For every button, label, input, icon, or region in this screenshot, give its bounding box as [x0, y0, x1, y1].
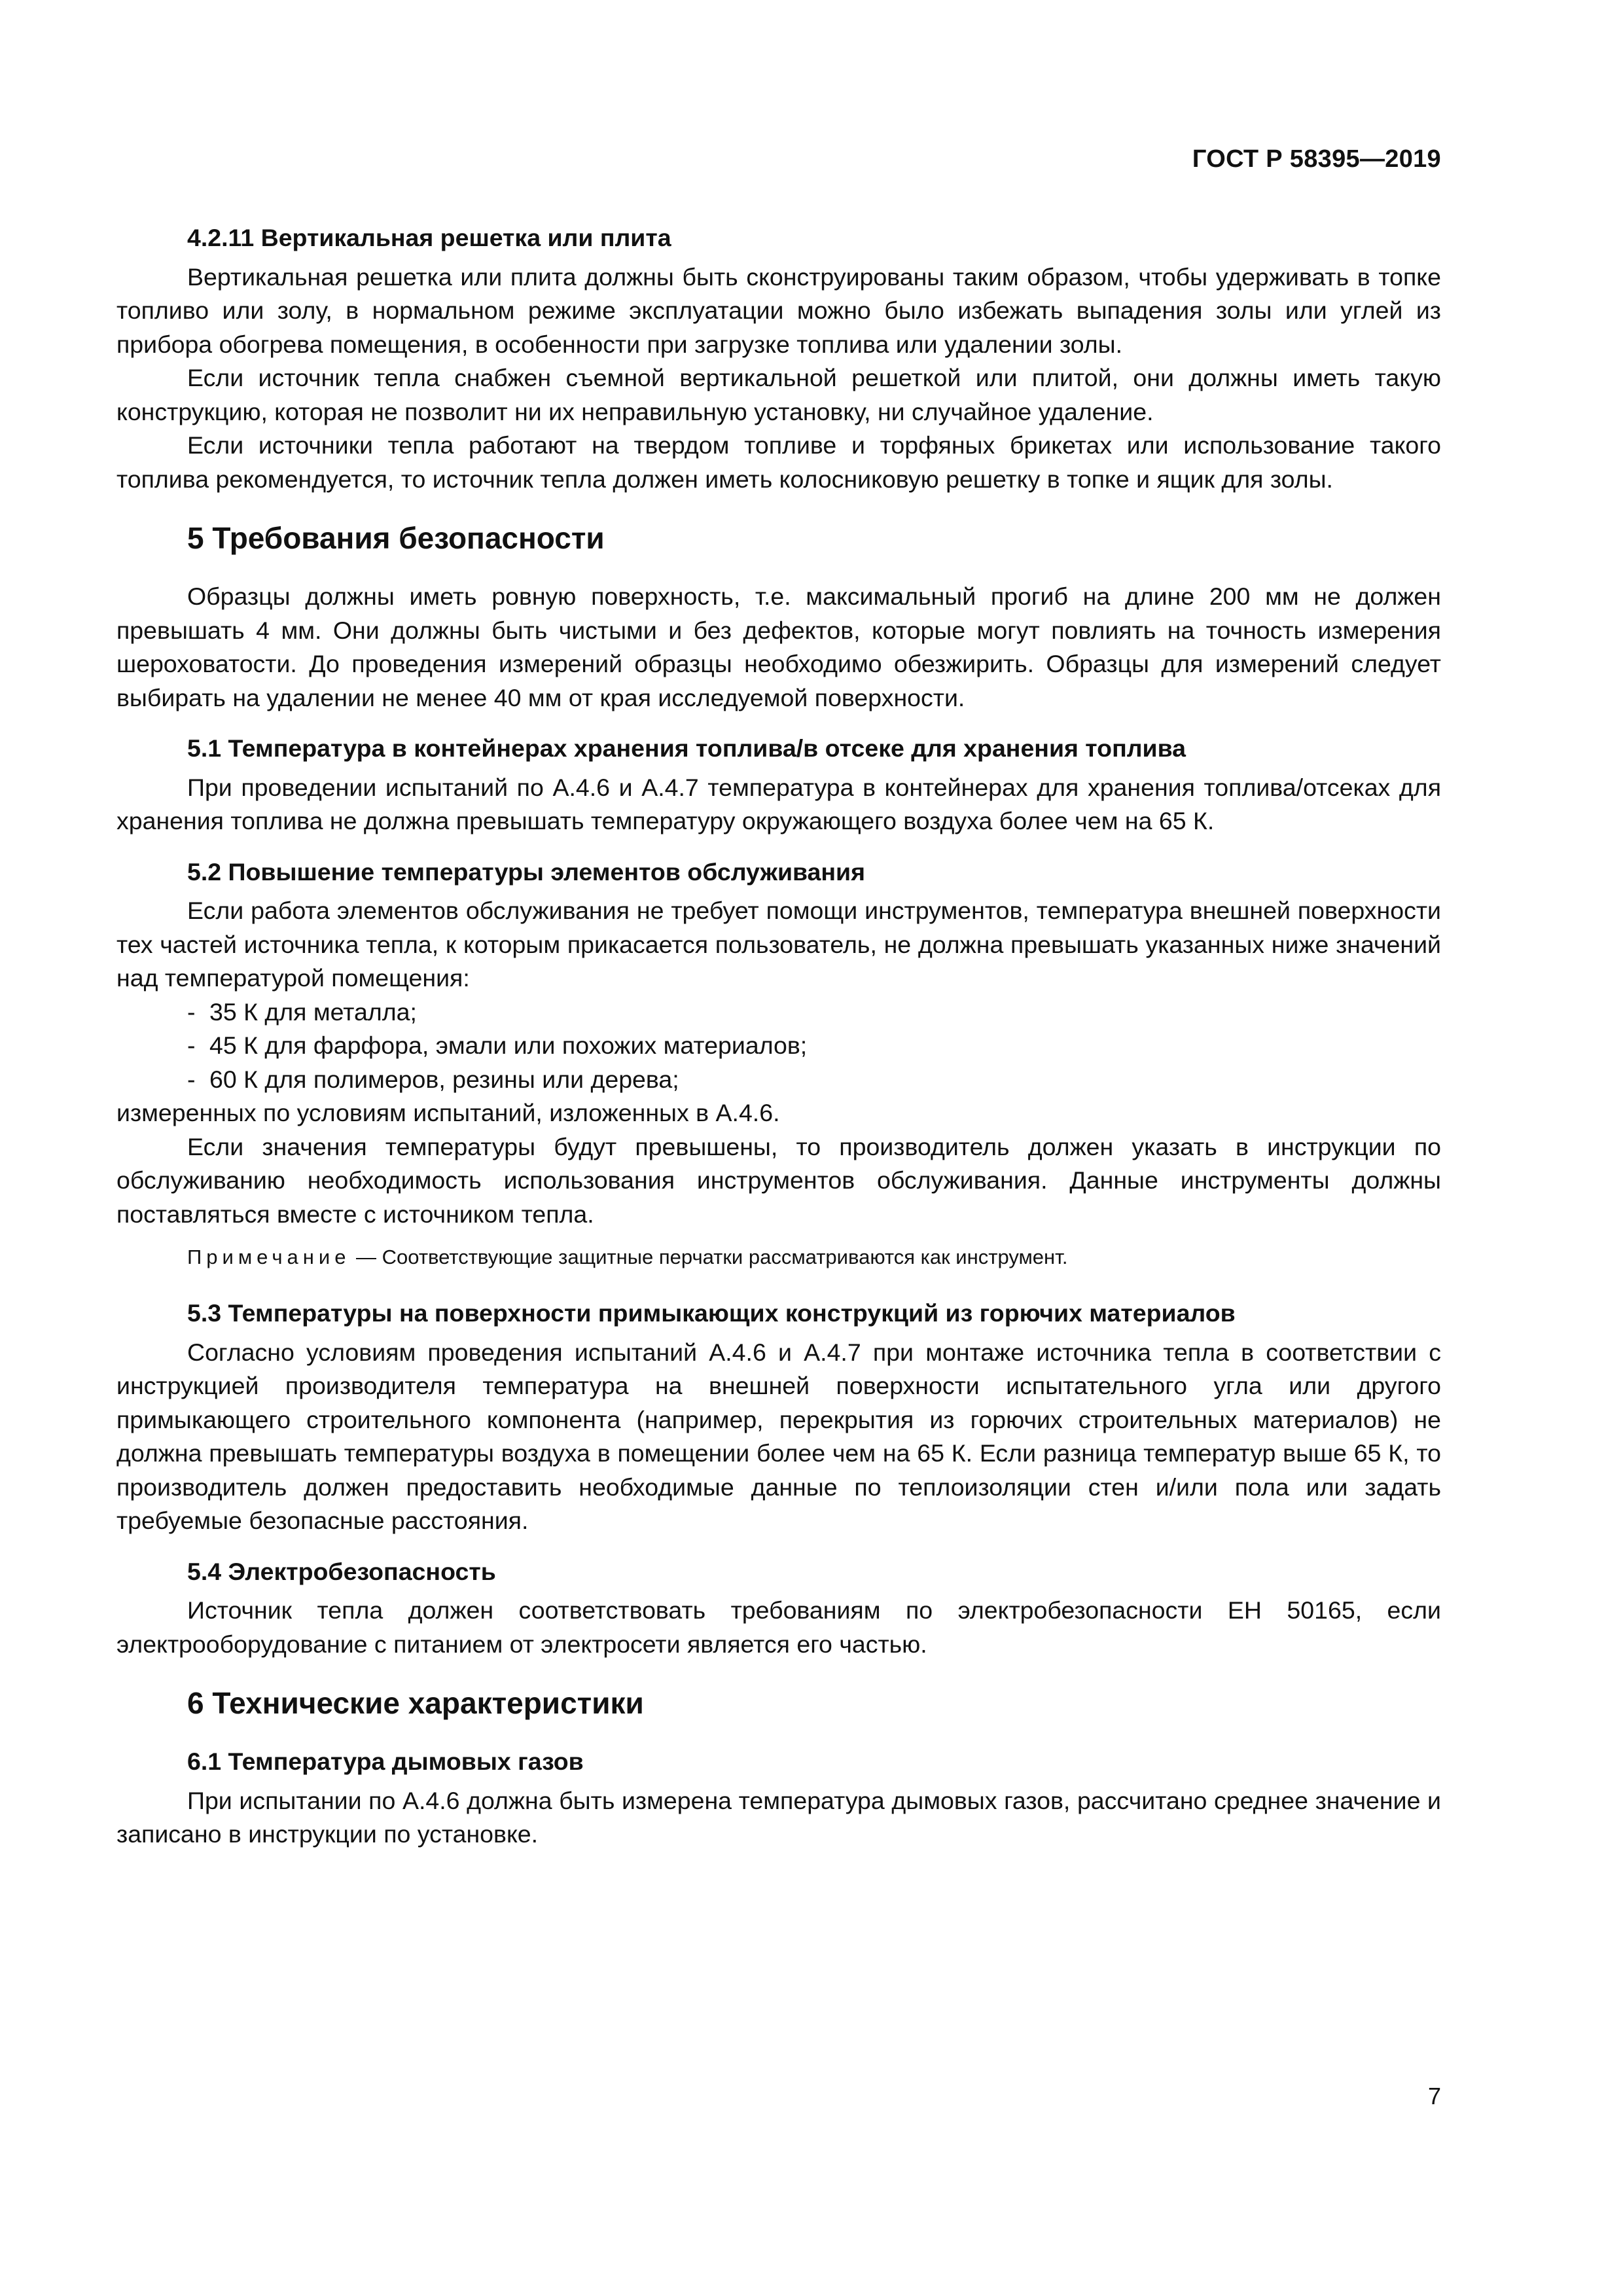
paragraph: Образцы должны иметь ровную поверхность, т.е. максимальный прогиб на длине 200 мм не должен превышать 4 мм. Они должны быть чистыми и без дефектов, которые могут повлиять на точность измерения шероховатости. До проведения измерений образцы необходимо обезжирить. Образцы для измерений следует выбирать на удалении не менее 40 мм от края исследуемой поверхности. [116, 583, 1441, 711]
paragraph: Если значения температуры будут превышены, то производитель должен указать в инструкции по обслуживанию необходимость использования инструментов обслуживания. Данные инструменты должны поставляться вместе с источником тепла. [116, 1132, 1441, 1228]
list-item: - 60 К для полимеров, резины или дерева; [187, 1065, 679, 1093]
document-code: ГОСТ Р 58395—2019 [1192, 145, 1441, 173]
note [116, 1243, 1441, 1272]
paragraph: Если источники тепла работают на твердом топливе и торфяных брикетах или использование такого топлива рекомендуется, то источник тепла должен иметь колосниковую решетку в топке и ящик для золы. [116, 431, 1441, 493]
note-text: — Соответствующие защитные перчатки рассматриваются как инструмент. [350, 1246, 1068, 1268]
temperature-limits-list [116, 996, 1441, 1097]
paragraph: Вертикальная решетка или плита должны быть сконструированы таким образом, чтобы удерживать в топке топливо или золу, в нормальном режиме эксплуатации можно было избежать выпадения золы или углей из прибора обогрева помещения, в особенности при загрузке топлива или удалении золы. [116, 262, 1441, 358]
paragraph: Согласно условиям проведения испытаний А.4.6 и А.4.7 при монтаже источника тепла в соответствии с инструкцией производителя температура на внешней поверхности испытательного угла или другого примыкающего строительного компонента (например, перекрытия из горючих строительных материалов) не должна превышать температуры воздуха в помещении более чем на 65 К. Если разница температур выше 65 К, то производитель должен предоставить необходимые данные по теплоизоляции стен и/или пола или задать требуемые безопасные расстояния. [116, 1338, 1441, 1534]
paragraph: При проведении испытаний по А.4.6 и А.4.7 температура в контейнерах для хранения топлива/отсеках для хранения топлива не должна превышать температуру окружающего воздуха более чем на 65 К. [116, 773, 1441, 834]
page-content [116, 221, 1441, 1852]
paragraph: Источник тепла должен соответствовать требованиям по электробезопасности ЕН 50165, если электрооборудование с питанием от электросети является его частью. [116, 1596, 1441, 1658]
paragraph: При испытании по А.4.6 должна быть измерена температура дымовых газов, рассчитано среднее значение и записано в инструкции по установке. [116, 1786, 1441, 1848]
note-label: Примечание [187, 1246, 351, 1268]
heading-5-4: 5.4 Электробезопасность [187, 1557, 496, 1585]
list-item: - 35 К для металла; [187, 997, 417, 1026]
heading-5-2: 5.2 Повышение температуры элементов обслуживания [187, 857, 865, 886]
heading-5-3: 5.3 Температуры на поверхности примыкающих конструкций из горючих материалов [187, 1299, 1236, 1327]
paragraph: Если работа элементов обслуживания не требует помощи инструментов, температура внешней поверхности тех частей источника тепла, к которым прикасается пользователь, не должна превышать указанных ниже значений над температурой помещения: [116, 897, 1441, 992]
heading-section-6: 6 Технические характеристики [187, 1686, 644, 1720]
paragraph: измеренных по условиям испытаний, изложенных в А.4.6. [116, 1099, 780, 1126]
heading-6-1: 6.1 Температура дымовых газов [187, 1748, 584, 1775]
heading-5-1: 5.1 Температура в контейнерах хранения топлива/в отсеке для хранения топлива [187, 734, 1186, 762]
heading-4-2-11: 4.2.11 Вертикальная решетка или плита [187, 224, 671, 251]
page-number: 7 [1427, 2083, 1441, 2109]
heading-section-5: 5 Требования безопасности [187, 521, 605, 555]
paragraph: Если источник тепла снабжен съемной вертикальной решеткой или плитой, они должны иметь такую конструкцию, которая не позволит ни их неправильную установку, ни случайное удаление. [116, 364, 1441, 425]
list-item: - 45 К для фарфора, эмали или похожих материалов; [187, 1031, 808, 1059]
